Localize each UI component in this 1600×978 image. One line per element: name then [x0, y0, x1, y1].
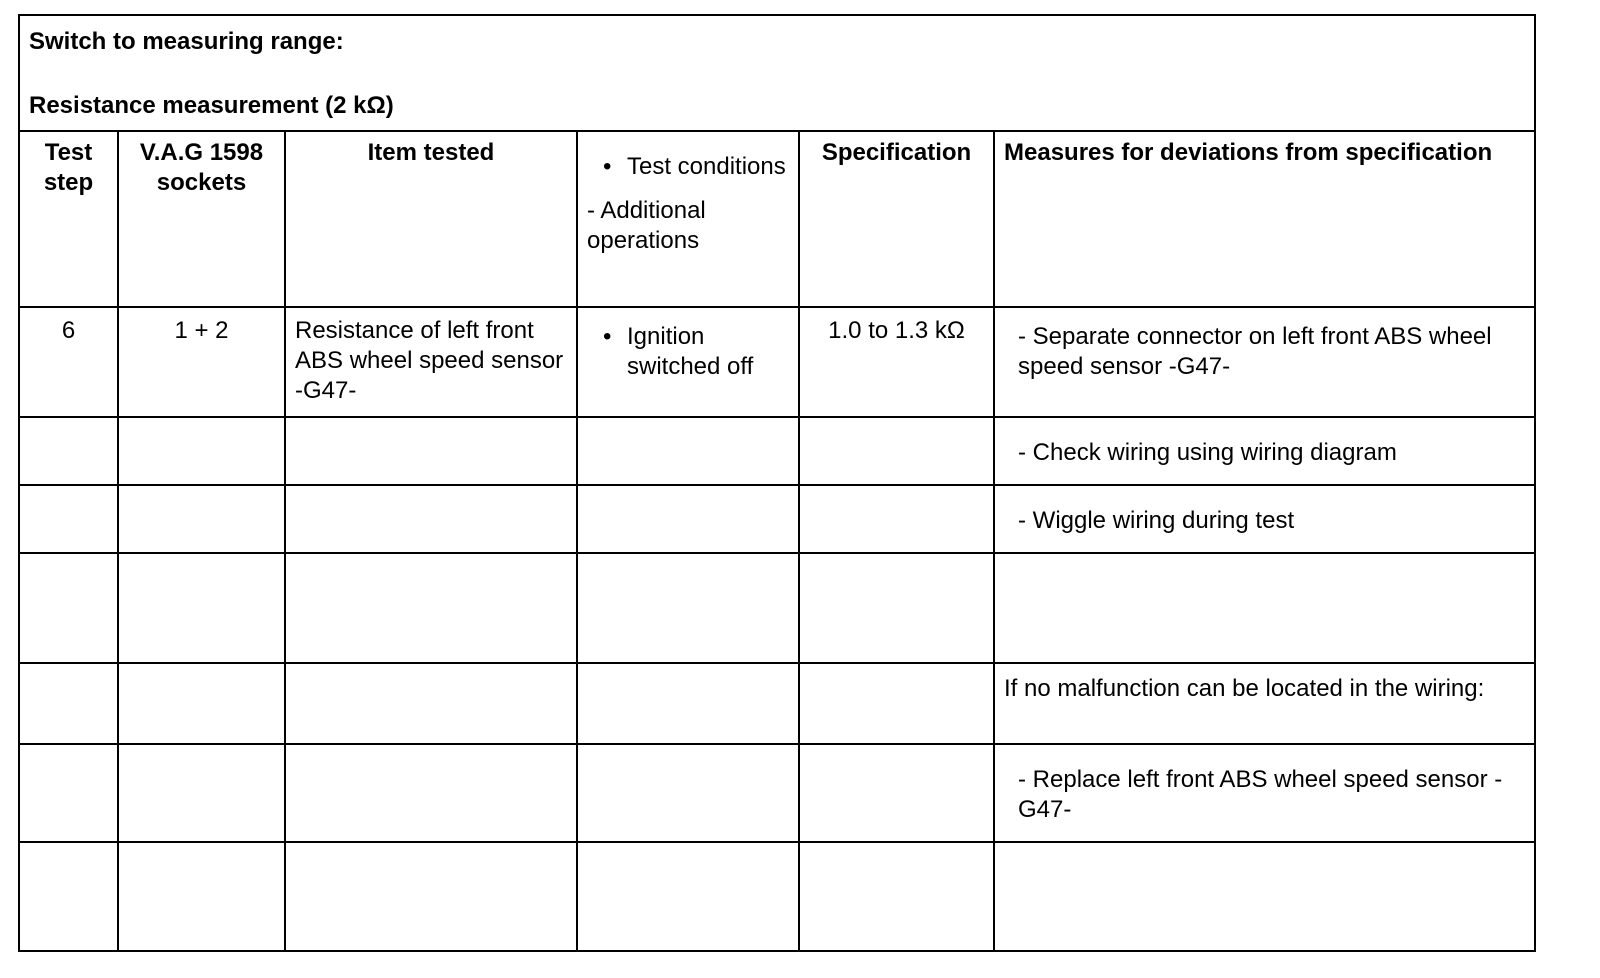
- measuring-range-title: Switch to measuring range:: [29, 28, 344, 55]
- specification-cell: 1.0 to 1.3 kΩ: [799, 307, 994, 417]
- table-row: [20, 307, 1534, 417]
- bullet-icon: •: [603, 153, 612, 180]
- condition-bullet-item: [587, 322, 789, 382]
- measure-cell: [994, 663, 1534, 744]
- measuring-range-header: [20, 16, 1534, 132]
- col-header-specification: Specification: [799, 130, 994, 307]
- condition-cell: [577, 307, 799, 417]
- bullet-icon: •: [603, 323, 612, 350]
- measure-cell: [994, 485, 1534, 553]
- col-header-item-tested: Item tested: [285, 130, 577, 307]
- item-tested-cell: Resistance of left front ABS wheel speed sensor -G47-: [285, 307, 577, 417]
- table-row: [20, 663, 1534, 744]
- col-header-test-step: Test step: [20, 130, 118, 307]
- measure-text: If no malfunction can be located in the wiring:: [1004, 675, 1485, 702]
- col-header-sockets: V.A.G 1598 sockets: [118, 130, 285, 307]
- condition-text: Ignition switched off: [627, 323, 754, 380]
- col-header-conditions: [577, 130, 799, 307]
- measure-text: - Replace left front ABS wheel speed sensor -G47-: [1018, 766, 1503, 823]
- measure-cell: [994, 553, 1534, 663]
- table-header-row: [20, 130, 1534, 307]
- table-row: [20, 485, 1534, 553]
- sockets-cell: 1 + 2: [118, 307, 285, 417]
- measure-text: - Check wiring using wiring diagram: [1018, 439, 1397, 466]
- resistance-measurement-label: Resistance measurement (2 kΩ): [29, 92, 394, 119]
- measure-text: - Separate connector on left front ABS wheel speed sensor -G47-: [1018, 323, 1492, 380]
- measure-cell: [994, 842, 1534, 952]
- table-row: [20, 553, 1534, 663]
- table-row: [20, 842, 1534, 952]
- table-row: [20, 417, 1534, 485]
- test-step-cell: 6: [20, 307, 118, 417]
- test-procedure-sheet: [18, 14, 1536, 952]
- measure-text: - Wiggle wiring during test: [1018, 507, 1295, 534]
- measure-cell: [994, 417, 1534, 485]
- measure-cell: [994, 307, 1534, 417]
- measure-cell: [994, 744, 1534, 842]
- test-table: [20, 130, 1534, 952]
- table-row: [20, 744, 1534, 842]
- conditions-bullet-item: [587, 152, 789, 182]
- test-conditions-label: Test conditions: [627, 153, 786, 180]
- additional-operations-label: - Additional operations: [587, 197, 706, 254]
- col-header-measures: Measures for deviations from specification: [994, 130, 1534, 307]
